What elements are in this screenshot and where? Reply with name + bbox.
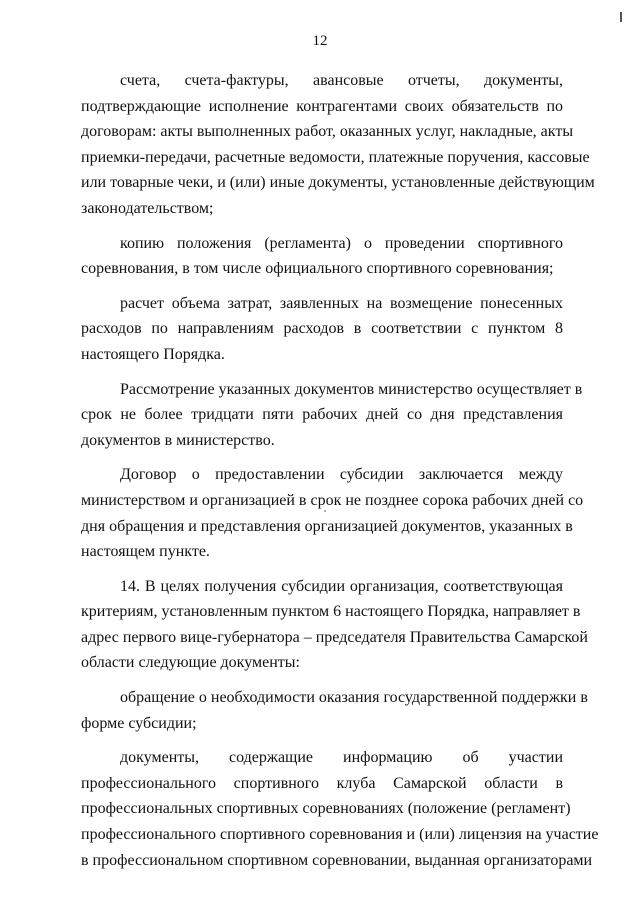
paragraph-line: профессионального спортивного клуба Самарской области в <box>81 774 563 792</box>
paragraph-line: дня обращения и представления организацией документов, указанных в <box>81 517 573 535</box>
paragraph-line: расходов по направлениям расходов в соответствии с пунктом 8 <box>81 320 563 338</box>
paragraph-line: расчет объема затрат, заявленных на возмещение понесенных <box>120 294 563 312</box>
paragraph-line: соревнования, в том числе официального спортивного соревнования; <box>81 260 554 278</box>
paragraph <box>81 377 583 454</box>
paragraph-line: документов в министерство. <box>81 431 275 449</box>
paragraph-line: Договор о предоставлении субсидии заключается между <box>120 466 563 484</box>
paragraph-line: приемки-передачи, расчетные ведомости, платежные поручения, кассовые <box>81 148 590 166</box>
paragraph <box>81 574 588 676</box>
paragraph <box>81 68 595 222</box>
paragraph-line: обращение о необходимости оказания государственной поддержки в <box>120 689 588 707</box>
paragraph-line: адрес первого вице-губернатора – председателя Правительства Самарской <box>81 628 588 646</box>
paragraph-line: критериям, установленным пунктом 6 настоящего Порядка, направляет в <box>81 603 581 621</box>
page-number: 12 <box>312 33 328 49</box>
document-body <box>81 68 599 882</box>
paragraph-line: настоящем пункте. <box>81 543 210 561</box>
paragraph <box>81 745 599 873</box>
paragraph-line: подтверждающие исполнение контрагентами своих обязательств по <box>81 97 563 115</box>
paragraph <box>81 685 588 736</box>
paragraph-line: срок не более тридцати пяти рабочих дней со дня представления <box>81 406 563 424</box>
paragraph <box>81 291 563 368</box>
paragraph-line: законодательством; <box>81 199 214 217</box>
scan-edge-mark <box>620 12 622 22</box>
paragraph-line: Рассмотрение указанных документов министерство осуществляет в <box>120 380 583 398</box>
paragraph-line: документы, содержащие информацию об участии <box>120 749 563 767</box>
paragraph-line: профессиональных спортивных соревнованиях (положение (регламент) <box>81 800 571 818</box>
paragraph-line: договорам: акты выполненных работ, оказанных услуг, накладные, акты <box>81 123 574 141</box>
paragraph-line: настоящего Порядка. <box>81 345 225 363</box>
paragraph-line: счета, счета-фактуры, авансовые отчеты, документы, <box>120 72 563 89</box>
paragraph-line: 14. В целях получения субсидии организация, соответствующая <box>120 577 563 595</box>
paragraph-line: в профессиональном спортивном соревновании, выданная организаторами <box>81 851 593 869</box>
paragraph <box>81 462 584 564</box>
paragraph-line: профессионального спортивного соревнования и (или) лицензия на участие <box>81 826 599 844</box>
paragraph-line: копию положения (регламента) о проведении спортивного <box>120 234 563 252</box>
paragraph <box>81 231 563 282</box>
paragraph-line: области следующие документы: <box>81 654 300 672</box>
paragraph-line: форме субсидии; <box>81 714 197 732</box>
paragraph-line: или товарные чеки, и (или) иные документы, установленные действующим <box>81 174 595 192</box>
paragraph-line: министерством и организацией в срок не позднее сорока рабочих дней со <box>81 491 584 509</box>
